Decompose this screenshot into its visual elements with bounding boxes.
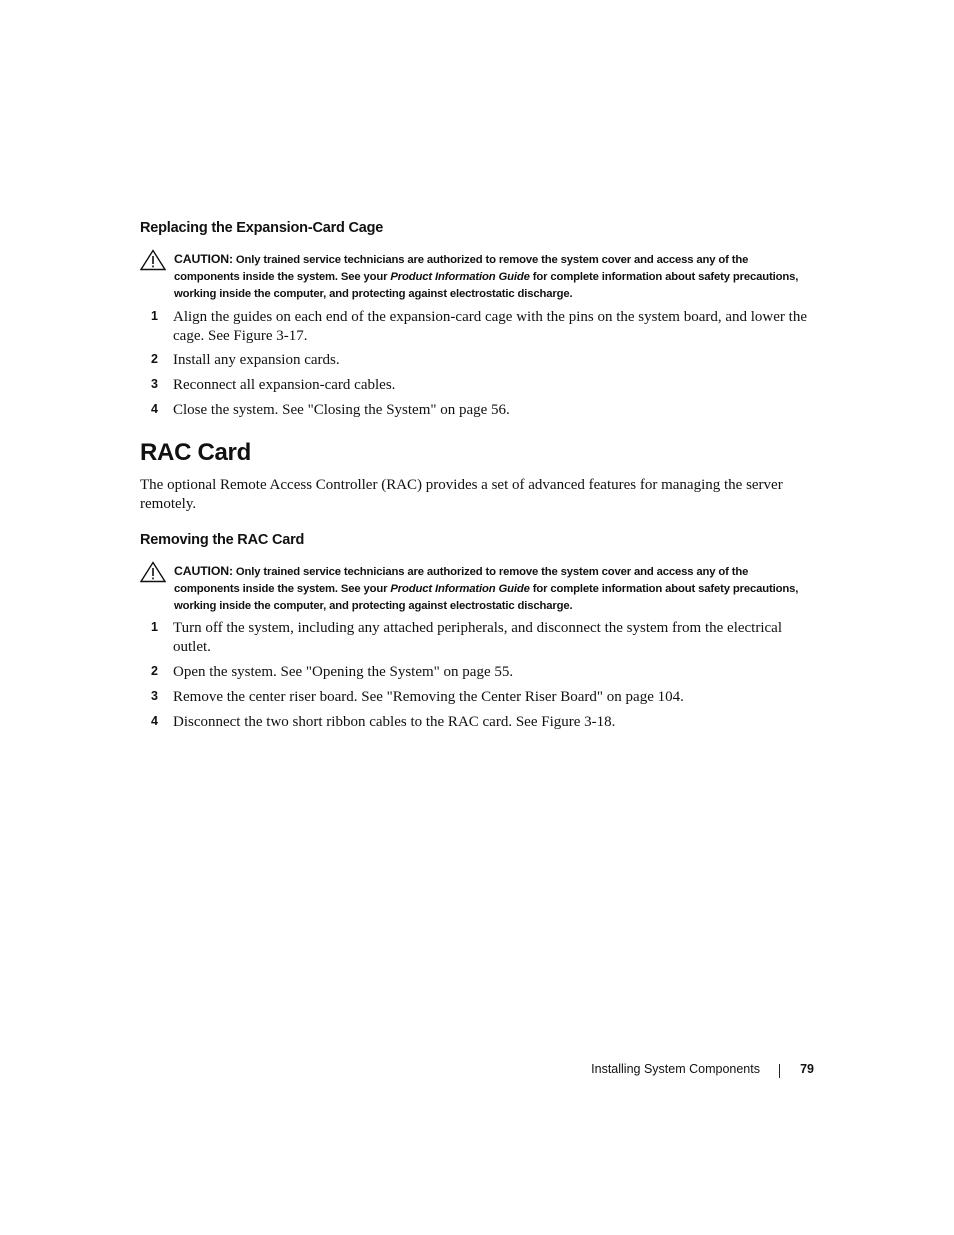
step-text: Reconnect all expansion-card cables. [173,377,396,393]
caution-body: Only trained service technicians are authorized to remove the system cover and access any of the components inside the system. See your [174,566,749,595]
caution-body-end: for complete information about safety precautions, working inside the computer, and protecting against electrostatic discharge. [174,583,799,612]
step-number: 2 [151,664,158,678]
page-number: 79 [800,1062,814,1076]
step-number: 1 [151,620,158,634]
caution-label: CAUTION: [174,564,233,578]
footer-section-title: Installing System Components [591,1062,760,1076]
guide-title: Product Information Guide [390,271,530,283]
section-heading-replacing-cage: Replacing the Expansion-Card Cage [140,220,384,236]
warning-triangle-icon [140,249,166,271]
caution-label: CAUTION: [174,252,233,266]
caution-body-end: for complete information about safety precautions, working inside the computer, and protecting against electrostatic discharge. [174,271,799,300]
step-number: 3 [151,377,158,391]
page-title: RAC Card [140,439,251,466]
step-text: Close the system. See "Closing the System" on page 56. [173,402,510,418]
caution-body: Only trained service technicians are authorized to remove the system cover and access any of the components inside the system. See your [174,254,749,283]
caution-text [174,563,814,615]
page-footer [140,1062,814,1082]
step-number: 3 [151,689,158,703]
step-text: Disconnect the two short ribbon cables to the RAC card. See Figure 3-18. [173,714,616,730]
guide-title: Product Information Guide [390,583,530,595]
step-text: Install any expansion cards. [173,352,340,368]
step-text: Open the system. See "Opening the System" on page 55. [173,664,514,680]
caution-text [174,251,814,303]
step-text: Remove the center riser board. See "Removing the Center Riser Board" on page 104. [173,689,684,705]
step-number: 2 [151,352,158,366]
footer-divider [779,1064,780,1078]
rac-intro-paragraph: The optional Remote Access Controller (RAC) provides a set of advanced features for managing the server remotely. [140,477,783,512]
warning-triangle-icon [140,561,166,583]
section-heading-removing-rac: Removing the RAC Card [140,532,305,548]
step-number: 4 [151,714,158,728]
step-number: 1 [151,309,158,323]
step-number: 4 [151,402,158,416]
step-text: Align the guides on each end of the expansion-card cage with the pins on the system board, and lower the cage. See Figure 3-17. [173,309,807,344]
step-text: Turn off the system, including any attached peripherals, and disconnect the system from the electrical outlet. [173,620,782,655]
